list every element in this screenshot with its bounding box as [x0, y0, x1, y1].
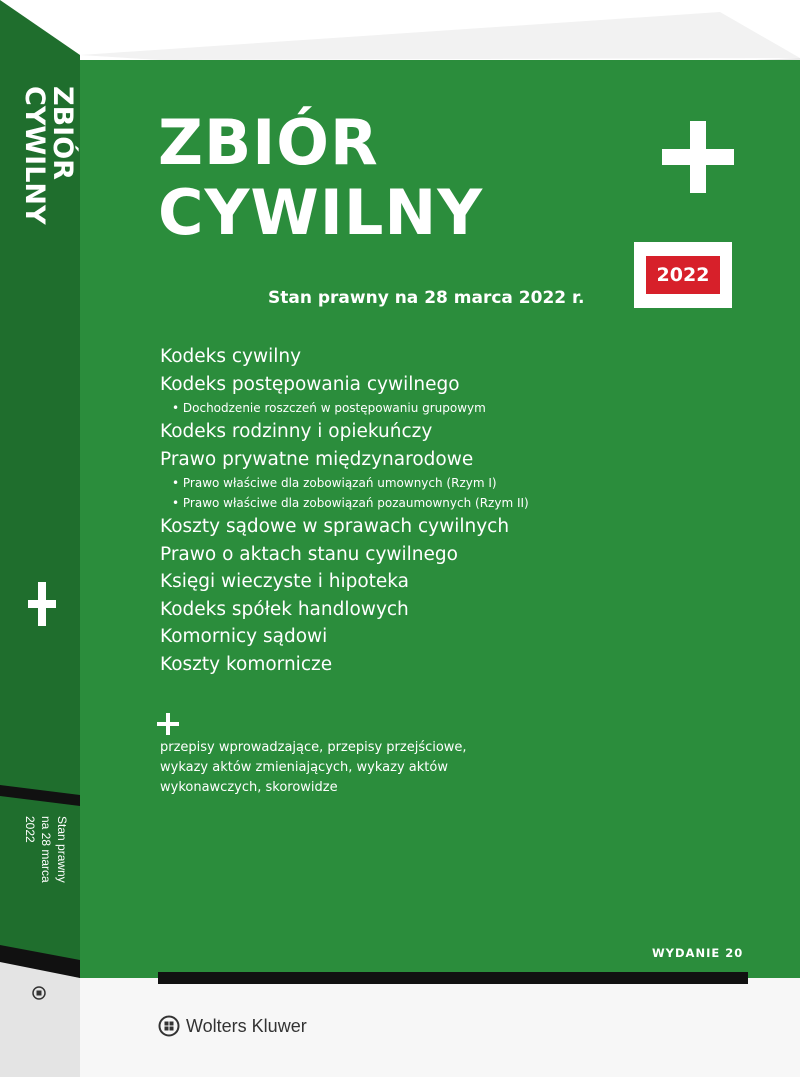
book-title [158, 108, 483, 248]
contents-list [160, 343, 529, 678]
legal-state: Stan prawny na 28 marca 2022 r. [268, 288, 585, 308]
contents-subitem: • Prawo właściwe dla zobowiązań umownych (Rzym I) [172, 476, 497, 490]
spine-legal-state-text: Stan prawny na 28 marca 2022 [23, 816, 69, 883]
year-badge [634, 242, 732, 308]
small-plus-icon [157, 713, 179, 735]
year-badge-text: 2022 [646, 256, 720, 294]
spine-title-text: ZBIÓR CYWILNY [19, 86, 78, 225]
contents-item: Kodeks rodzinny i opiekuńczy [160, 421, 433, 442]
wolters-kluwer-logo-icon [158, 1015, 180, 1037]
edition-label: WYDANIE 20 [652, 946, 744, 960]
contents-subitem: • Prawo właściwe dla zobowiązań pozaumownych (Rzym II) [172, 496, 529, 510]
cover-black-band [158, 972, 748, 984]
contents-item: Koszty komornicze [160, 653, 333, 675]
book-title-line-2: CYWILNY [158, 176, 484, 249]
publisher-name: Wolters Kluwer [186, 1015, 307, 1036]
contents-item: Prawo o aktach stanu cywilnego [160, 543, 458, 565]
plus-icon [662, 121, 734, 193]
contents-item: Komornicy sądowi [160, 626, 328, 647]
book-title-line-1: ZBIÓR [158, 106, 379, 179]
publisher [158, 1013, 307, 1039]
contents-item: Księgi wieczyste i hipoteka [160, 571, 410, 592]
contents-item: Prawo prywatne międzynarodowe [160, 448, 474, 470]
contents-item: Kodeks cywilny [160, 346, 302, 367]
contents-item: Koszty sądowe w sprawach cywilnych [160, 516, 510, 537]
contents-item: Kodeks spółek handlowych [160, 598, 409, 620]
contents-item: Kodeks postępowania cywilnego [160, 373, 460, 395]
extra-contents: przepisy wprowadzające, przepisy przejściowe, wykazy aktów zmieniających, wykazy aktów wykonawczych, skorowidze [160, 740, 467, 795]
contents-subitem: • Dochodzenie roszczeń w postępowaniu grupowym [172, 401, 486, 415]
